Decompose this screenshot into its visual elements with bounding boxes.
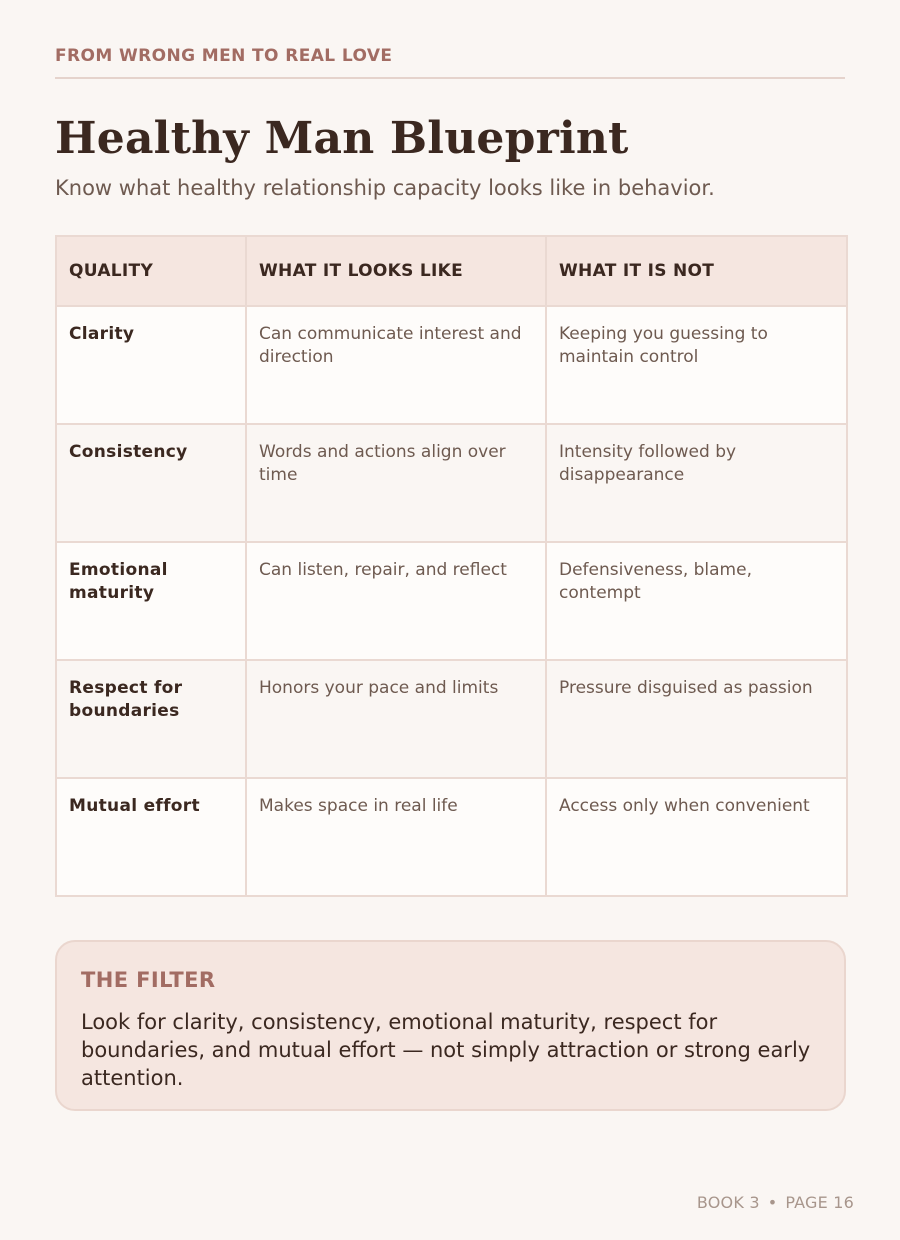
page-title: Healthy Man Blueprint <box>55 113 629 164</box>
looks-like-cell: Words and actions align over time <box>246 424 546 542</box>
table-row <box>56 660 847 778</box>
quality-cell: Emotional maturity <box>56 542 246 660</box>
is-not-cell: Keeping you guessing to maintain control <box>546 306 847 424</box>
looks-like-cell: Can listen, repair, and reflect <box>246 542 546 660</box>
is-not-cell: Access only when convenient <box>546 778 847 896</box>
table-row <box>56 306 847 424</box>
quality-cell: Clarity <box>56 306 246 424</box>
quality-cell: Consistency <box>56 424 246 542</box>
page-footer <box>697 1193 854 1212</box>
table-row <box>56 542 847 660</box>
callout-title: THE FILTER <box>81 968 216 992</box>
looks-like-cell: Can communicate interest and direction <box>246 306 546 424</box>
footer-book: BOOK 3 <box>696 1193 760 1212</box>
footer-separator: • <box>767 1193 778 1212</box>
blueprint-table <box>55 235 848 897</box>
is-not-cell: Pressure disguised as passion <box>546 660 847 778</box>
is-not-cell: Intensity followed by disappearance <box>546 424 847 542</box>
book-series-title: FROM WRONG MEN TO REAL LOVE <box>55 46 393 66</box>
callout-body: Look for clarity, consistency, emotional maturity, respect for boundaries, and mutual effort — not simply attraction or strong early attention. <box>81 1010 811 1090</box>
column-header-quality: QUALITY <box>56 236 246 306</box>
looks-like-cell: Makes space in real life <box>246 778 546 896</box>
looks-like-cell: Honors your pace and limits <box>246 660 546 778</box>
table-row <box>56 778 847 896</box>
footer-page-number: PAGE 16 <box>785 1193 854 1212</box>
page-subtitle: Know what healthy relationship capacity looks like in behavior. <box>55 176 715 200</box>
column-header-looks-like: WHAT IT LOOKS LIKE <box>246 236 546 306</box>
quality-cell: Mutual effort <box>56 778 246 896</box>
column-header-is-not: WHAT IT IS NOT <box>546 236 847 306</box>
table-header-row <box>56 236 847 306</box>
quality-cell: Respect for boundaries <box>56 660 246 778</box>
filter-callout <box>55 940 846 1111</box>
is-not-cell: Defensiveness, blame, contempt <box>546 542 847 660</box>
table-row <box>56 424 847 542</box>
header-divider <box>55 77 845 79</box>
